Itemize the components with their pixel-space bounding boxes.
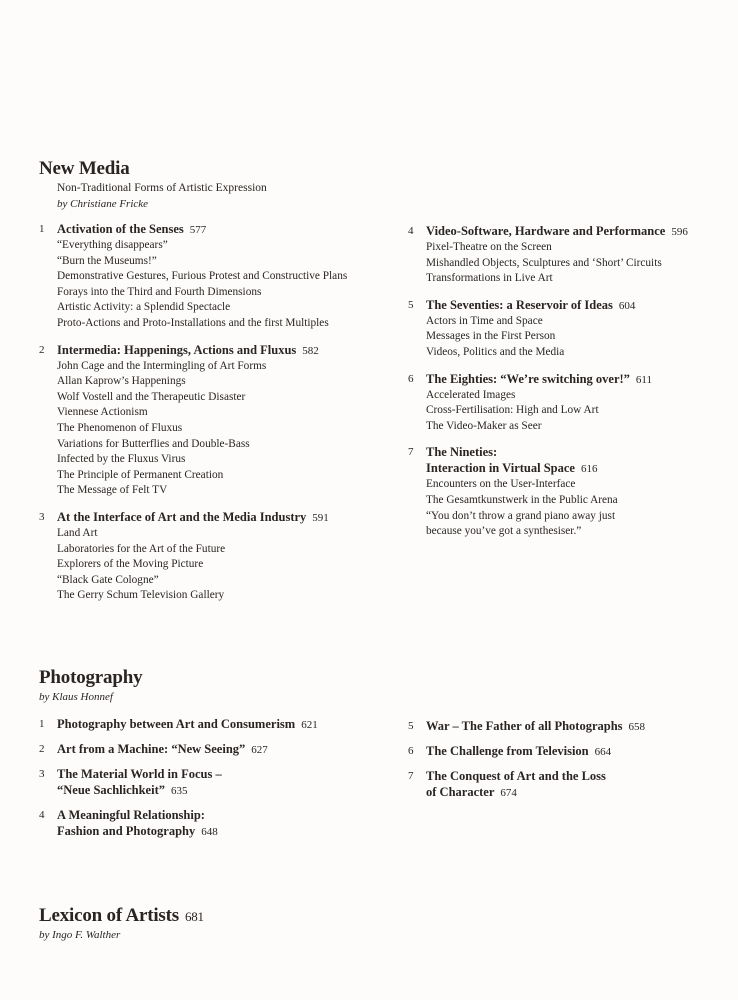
chapter-number: 6 (408, 745, 414, 757)
section-byline: by Klaus Honnef (39, 691, 113, 703)
chapter-title-block (426, 768, 606, 801)
toc-subitem: The Gesamtkunstwerk in the Public Arena (426, 493, 618, 506)
chapter-items (426, 240, 728, 287)
toc-subitem: Accelerated Images (426, 388, 516, 401)
toc-chapter (408, 718, 728, 735)
chapter-title: Photography between Art and Consumerism (57, 717, 296, 731)
new-media-right-column (408, 223, 728, 550)
chapter-items (426, 477, 728, 539)
toc-subitem: Transformations in Live Art (426, 272, 553, 285)
toc-subitem: Proto-Actions and Proto-Installations and the first Multiples (57, 316, 329, 329)
toc-chapter (39, 807, 384, 840)
chapter-title-block (426, 718, 645, 735)
chapter-title: War – The Father of all Photographs (426, 719, 623, 733)
chapter-items (426, 388, 728, 435)
chapter-number: 5 (408, 298, 414, 311)
toc-subitem: “Everything disappears” (57, 239, 168, 251)
toc-subitem: Demonstrative Gestures, Furious Protest and Constructive Plans (57, 270, 348, 283)
chapter-page: 674 (500, 787, 517, 799)
toc-subitem: Land Art (57, 526, 98, 539)
chapter-heading (39, 509, 384, 526)
chapter-title: The Challenge from Television (426, 744, 589, 758)
chapter-number: 4 (408, 225, 414, 237)
section-title-lexicon (39, 905, 204, 927)
chapter-title-block (57, 807, 218, 840)
chapter-title-block (57, 221, 206, 238)
photography-left-column (39, 716, 384, 848)
chapter-title: At the Interface of Art and the Media Industry (57, 509, 307, 524)
chapter-title-block (426, 444, 597, 477)
toc-subitem: Allan Kaprow’s Happenings (57, 375, 186, 388)
toc-subitem: Explorers of the Moving Picture (57, 558, 204, 571)
toc-chapter (408, 297, 728, 361)
chapter-title: The Conquest of Art and the Loss (426, 769, 606, 783)
toc-subitem: Forays into the Third and Fourth Dimensions (57, 285, 262, 298)
chapter-number: 1 (39, 718, 45, 730)
chapter-title-block (57, 741, 268, 758)
toc-subitem: Pixel-Theatre on the Screen (426, 241, 552, 253)
chapter-number: 7 (408, 770, 414, 782)
chapter-title-cont: Fashion and Photography (57, 824, 196, 838)
chapter-page: 596 (671, 226, 688, 238)
chapter-title: Activation of the Senses (57, 222, 184, 236)
toc-subitem: Messages in the First Person (426, 330, 556, 343)
chapter-page: 604 (618, 299, 636, 312)
chapter-number: 2 (39, 343, 45, 356)
chapter-title: The Eighties: “We’re switching over!” (426, 371, 630, 386)
chapter-items (57, 238, 384, 332)
toc-subitem: Artistic Activity: a Splendid Spectacle (57, 301, 231, 314)
chapter-items (57, 359, 384, 499)
toc-subitem: because you’ve got a synthesiser.” (426, 525, 582, 538)
toc-subitem: The Gerry Schum Television Gallery (57, 589, 225, 602)
section-title-new-media: New Media (39, 158, 130, 179)
chapter-title-line2 (426, 784, 606, 801)
chapter-title-block (57, 766, 222, 799)
chapter-title-block (426, 371, 652, 388)
chapter-heading (408, 297, 728, 314)
lexicon-page: 681 (184, 909, 204, 924)
chapter-page: 635 (170, 785, 188, 797)
toc-chapter (39, 221, 384, 332)
chapter-title: Video-Software, Hardware and Performance (426, 224, 666, 238)
toc-subitem: Infected by the Fluxus Virus (57, 453, 186, 466)
chapter-page: 591 (312, 511, 329, 524)
chapter-title-block (57, 509, 329, 526)
chapter-title: Intermedia: Happenings, Actions and Fluxus (57, 342, 297, 357)
toc-subitem: Videos, Politics and the Media (426, 345, 565, 358)
toc-chapter (39, 716, 384, 733)
chapter-number: 4 (39, 809, 45, 821)
chapter-title: The Nineties: (426, 445, 498, 460)
chapter-title-line2 (57, 823, 218, 840)
chapter-number: 5 (408, 720, 414, 732)
toc-chapter (39, 509, 384, 604)
photography-right-column (408, 718, 728, 809)
chapter-page: 577 (189, 224, 207, 236)
toc-subitem: Cross-Fertilisation: High and Low Art (426, 404, 599, 417)
chapter-page: 627 (251, 744, 268, 756)
chapter-title: The Seventies: a Reservoir of Ideas (426, 297, 613, 312)
chapter-page: 658 (628, 721, 646, 733)
section-title-photography: Photography (39, 667, 143, 688)
toc-chapter (408, 223, 728, 287)
toc-subitem: Viennese Actionism (57, 406, 148, 419)
chapter-title: A Meaningful Relationship: (57, 808, 205, 822)
chapter-page: 648 (201, 826, 218, 838)
chapter-heading (39, 221, 384, 238)
chapter-title: The Material World in Focus – (57, 767, 222, 781)
chapter-number: 2 (39, 743, 45, 755)
chapter-page: 664 (594, 746, 612, 758)
toc-chapter (408, 743, 728, 760)
chapter-title-block (57, 342, 319, 359)
toc-subitem: Variations for Butterflies and Double-Bass (57, 437, 250, 450)
chapter-items (57, 526, 384, 604)
toc-subitem: Laboratories for the Art of the Future (57, 542, 226, 555)
toc-chapter (408, 768, 728, 801)
toc-chapter (408, 371, 728, 435)
toc-subitem: “Black Gate Cologne” (57, 573, 159, 586)
toc-chapter (39, 342, 384, 499)
toc-subitem: The Message of Felt TV (57, 484, 168, 497)
new-media-left-column (39, 221, 384, 614)
toc-chapter (39, 741, 384, 758)
chapter-title-block (426, 223, 688, 240)
chapter-number: 6 (408, 372, 414, 385)
chapter-items (426, 314, 728, 361)
chapter-heading (408, 223, 728, 240)
chapter-title-block (426, 297, 635, 314)
toc-subitem: “Burn the Museums!” (57, 254, 157, 267)
toc-subitem: John Cage and the Intermingling of Art Forms (57, 359, 267, 372)
section-subtitle: Non-Traditional Forms of Artistic Expression (57, 182, 267, 194)
toc-subitem: The Video-Maker as Seer (426, 419, 542, 432)
chapter-number: 3 (39, 510, 45, 523)
chapter-title-cont: “Neue Sachlichkeit” (57, 783, 165, 797)
toc-chapter (39, 766, 384, 799)
chapter-title-line2 (426, 460, 597, 477)
chapter-title-cont: Interaction in Virtual Space (426, 461, 575, 476)
chapter-title-block (57, 716, 318, 733)
chapter-heading (408, 444, 728, 477)
toc-chapter (408, 444, 728, 539)
section-byline: by Christiane Fricke (57, 198, 149, 210)
chapter-title: Art from a Machine: “New Seeing” (57, 742, 246, 756)
chapter-number: 1 (39, 223, 45, 235)
toc-subitem: Wolf Vostell and the Therapeutic Disaster (57, 390, 246, 403)
lexicon-title: Lexicon of Artists (39, 905, 179, 926)
toc-subitem: The Phenomenon of Fluxus (57, 421, 183, 434)
chapter-title-cont: of Character (426, 785, 495, 799)
chapter-number: 7 (408, 446, 414, 459)
chapter-title-line2 (57, 782, 222, 799)
chapter-page: 611 (635, 373, 653, 386)
chapter-heading (408, 371, 728, 388)
chapter-number: 3 (39, 768, 45, 780)
chapter-page: 582 (302, 344, 319, 357)
toc-subitem: Encounters on the User-Interface (426, 478, 576, 491)
toc-subitem: “You don’t throw a grand piano away just (426, 509, 616, 522)
chapter-page: 616 (580, 463, 598, 476)
toc-subitem: Actors in Time and Space (426, 314, 543, 327)
toc-subitem: Mishandled Objects, Sculptures and ‘Short’ Circuits (426, 256, 662, 269)
toc-subitem: The Principle of Permanent Creation (57, 468, 224, 481)
chapter-heading (39, 342, 384, 359)
chapter-title-block (426, 743, 611, 760)
section-byline: by Ingo F. Walther (39, 929, 121, 941)
chapter-page: 621 (301, 719, 318, 731)
